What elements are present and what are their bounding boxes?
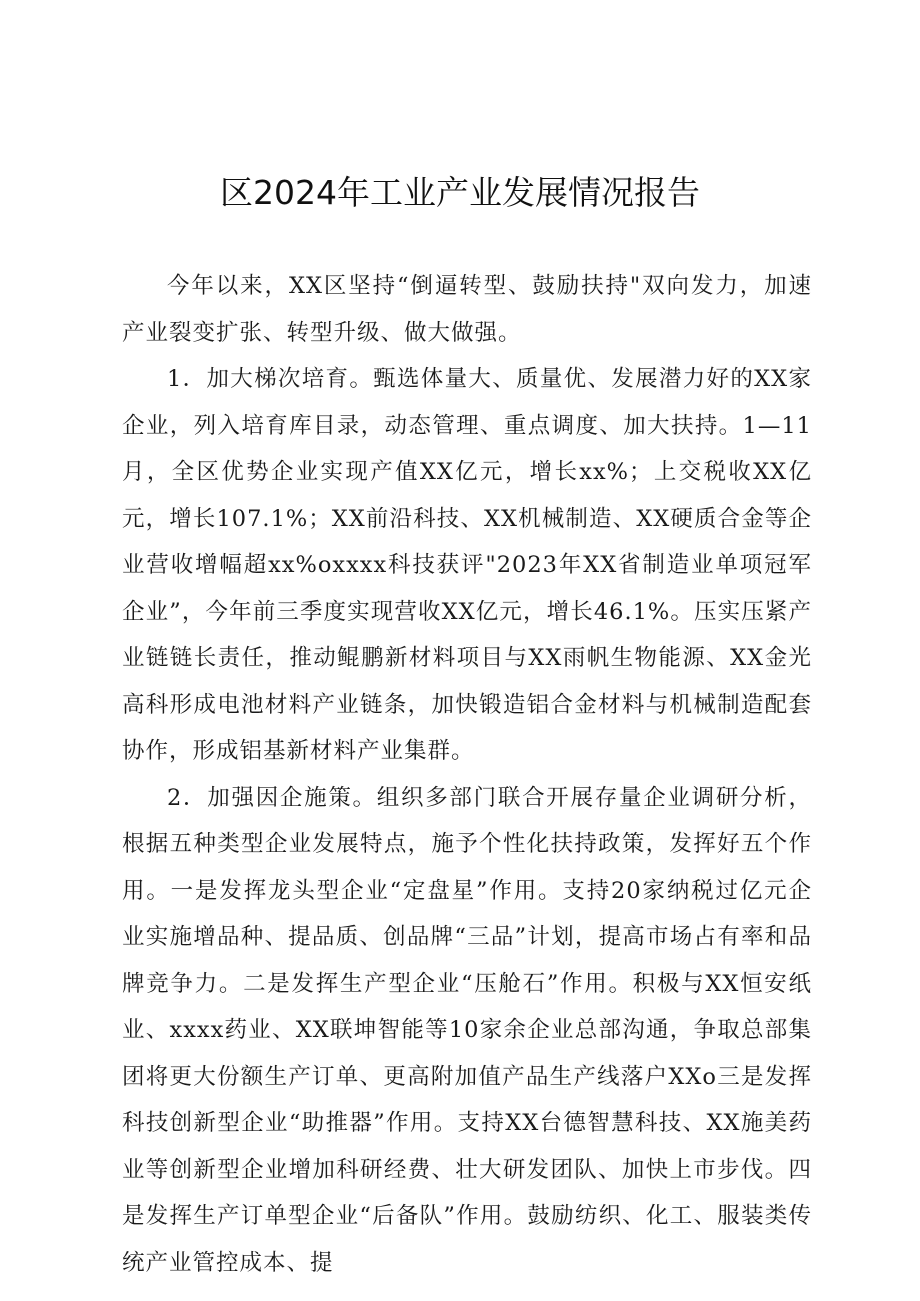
document-body <box>122 263 812 1286</box>
document-title: 区2024年工业产业发展情况报告 <box>220 173 700 212</box>
paragraph-section-2: 2．加强因企施策。组织多部门联合开展存量企业调研分析，根据五种类型企业发展特点，施予个性化扶持政策，发挥好五个作用。一是发挥龙头型企业“定盘星”作用。支持20家纳税过亿元企业实施增品种、提品质、创品牌“三品”计划，提高市场占有率和品牌竞争力。二是发挥生产型企业“压舱石”作用。积极与XX恒安纸业、xxxx药业、XX联坤智能等10家余企业总部沟通，争取总部集团将更大份额生产订单、更高附加值产品生产线落户XXo三是发挥科技创新型企业“助推器”作用。支持XX台德智慧科技、XX施美药业等创新型企业增加科研经费、壮大研发团队、加快上市步伐。四是发挥生产订单型企业“后备队”作用。鼓励纺织、化工、服装类传统产业管控成本、提 <box>122 784 812 1276</box>
paragraph-intro: 今年以来，XX区坚持“倒逼转型、鼓励扶持"双向发力，加速产业裂变扩张、转型升级、做大做强。 <box>122 273 812 346</box>
paragraph-section-1: 1．加大梯次培育。甄选体量大、质量优、发展潜力好的XX家企业，列入培育库目录，动态管理、重点调度、加大扶持。1—11月，全区优势企业实现产值XX亿元，增长xx%；上交税收XX亿元，增长107.1%；XX前沿科技、XX机械制造、XX硬质合金等企业营收增幅超xx%oxxxx科技获评"2023年XX省制造业单项冠军企业”，今年前三季度实现营收XX亿元，增长46.1%。压实压紧产业链链长责任，推动鲲鹏新材料项目与XX雨帆生物能源、XX金光高科形成电池材料产业链条，加快锻造铝合金材料与机械制造配套协作，形成铝基新材料产业集群。 <box>122 366 812 764</box>
